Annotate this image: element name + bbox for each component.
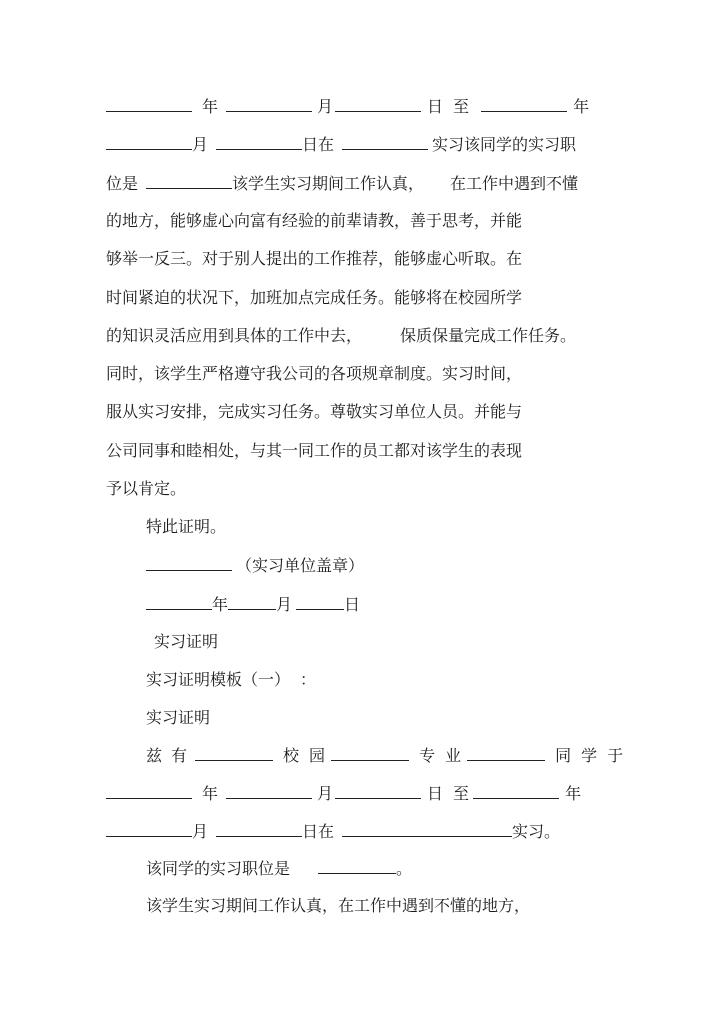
label-period: 。 [396,859,413,878]
label-year: 年 [202,97,219,116]
blank-end-year-2[interactable] [473,783,559,799]
label-seal: （实习单位盖章） [236,556,365,575]
label-sign-day: 日 [344,595,361,614]
label-major-2: 业 [445,746,462,765]
template-title-colon: ： [300,670,317,689]
label-yuan: 园 [309,746,326,765]
blank-end-month-2[interactable] [106,821,192,837]
label-month: 月 [317,97,334,116]
position-line-2 [146,858,412,879]
label-month-3: 月 [317,784,334,803]
blank-school[interactable] [195,745,273,761]
date-range-line-2 [106,134,576,155]
label-at: 于 [607,746,624,765]
label-day: 日 [427,97,444,116]
body-line-2: 够举一反三。对于别人提出的工作推荐，能够虚心听取。在 [106,249,523,268]
label-year-2: 年 [573,97,590,116]
blank-major[interactable] [331,745,409,761]
date-range-line-1 [106,96,589,117]
template-heading: 实习证明 [146,708,211,727]
body-line-3: 时间紧迫的状况下，加班加点完成任务。能够将在校园所学 [106,288,523,307]
label-day-at-2: 日在 [302,822,335,841]
blank-position-2[interactable] [318,858,396,874]
body-line-7: 公司同事和睦相处，与其一同工作的员工都对该学生的表现 [106,441,523,460]
label-school: 校 [283,746,300,765]
blank-start-year-2[interactable] [106,783,192,799]
body-line-last: 该学生实习期间工作认真，在工作中遇到不懂的地方， [146,896,531,915]
blank-start-year[interactable] [106,96,192,112]
label-to-2: 至 [453,784,470,803]
body-line-6: 服从实习安排，完成实习任务。尊敬实习单位人员。并能与 [106,402,523,421]
blank-start-day[interactable] [335,96,421,112]
certify-text: 特此证明。 [146,517,227,536]
label-year-3: 年 [202,784,219,803]
label-position-is: 位是 [106,174,139,193]
body-line-1: 的地方，能够虚心向富有经验的前辈请教，善于思考，并能 [106,211,523,230]
text-encounter: 在工作中遇到不懂 [450,174,579,193]
label-day-at: 日在 [302,135,335,154]
date-range-line-4 [106,821,560,842]
blank-company[interactable] [342,134,428,150]
template-title [146,670,316,690]
text-knowledge: 的知识灵活应用到具体的工作中去， [106,326,363,345]
blank-start-day-2[interactable] [335,783,421,799]
sign-date-line [146,594,360,615]
label-position-2: 该同学的实习职位是 [146,859,291,878]
blank-start-month[interactable] [226,96,312,112]
label-you: 有 [171,746,188,765]
blank-end-day[interactable] [216,134,302,150]
body-line-8: 予以肯定。 [106,479,187,498]
label-sign-month: 月 [276,595,293,614]
text-intern-position-lead: 实习该同学的实习职 [432,135,577,154]
label-zi: 兹 [146,746,163,765]
label-month-2: 月 [192,135,209,154]
blank-sign-day[interactable] [296,594,344,610]
blank-start-month-2[interactable] [226,783,312,799]
blank-end-month[interactable] [106,134,192,150]
body-line-5: 同时，该学生严格遵守我公司的各项规章制度。实习时间， [106,364,523,383]
blank-end-day-2[interactable] [216,821,302,837]
blank-position[interactable] [146,173,232,189]
intro-line [146,745,623,766]
blank-company-seal[interactable] [146,555,232,571]
label-month-4: 月 [192,822,209,841]
label-classmate-2: 学 [581,746,598,765]
blank-end-year[interactable] [481,96,567,112]
position-line [106,173,578,194]
blank-sign-year[interactable] [146,594,212,610]
blank-student[interactable] [467,745,545,761]
text-work-serious: 该学生实习期间工作认真， [232,174,425,193]
label-year-4: 年 [565,784,582,803]
blank-sign-month[interactable] [228,594,276,610]
text-quality: 保质保量完成工作任务。 [400,326,577,345]
seal-line [146,555,364,576]
date-range-line-3 [106,783,581,804]
label-sign-year: 年 [212,595,229,614]
section-heading: 实习证明 [154,632,219,651]
label-classmate-1: 同 [555,746,572,765]
text-intern-end: 实习。 [512,822,561,841]
body-line-4 [106,326,576,346]
blank-company-2[interactable] [342,821,512,837]
label-day-3: 日 [427,784,444,803]
label-to: 至 [453,97,470,116]
template-title-text: 实习证明模板（一） [146,670,291,689]
label-major-1: 专 [419,746,436,765]
